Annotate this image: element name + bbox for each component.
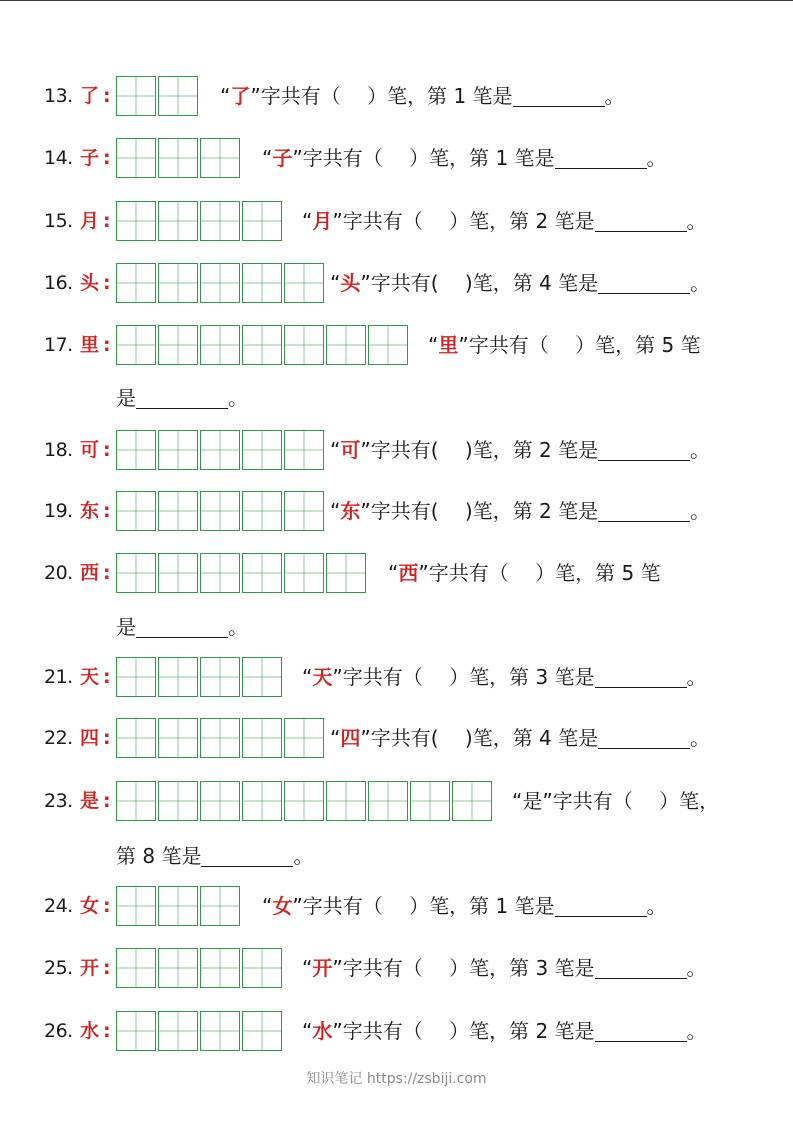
period: 。 bbox=[690, 499, 711, 523]
question-number: 16. bbox=[44, 272, 73, 294]
tianzige-cell[interactable] bbox=[242, 430, 282, 470]
tianzige-cell[interactable] bbox=[326, 325, 366, 365]
target-character: 头 bbox=[80, 272, 100, 294]
quoted-character: 女 bbox=[272, 894, 293, 918]
question-row bbox=[0, 886, 793, 926]
writing-grid bbox=[116, 1011, 284, 1051]
answer-blank[interactable] bbox=[555, 144, 647, 169]
quoted-character: 西 bbox=[398, 561, 419, 585]
question-number: 24. bbox=[44, 895, 73, 917]
question-body: ”字共有（ ）笔，第 5 笔 bbox=[458, 333, 701, 357]
question-number: 19. bbox=[44, 500, 73, 522]
question-continuation bbox=[116, 378, 248, 418]
writing-grid bbox=[116, 263, 326, 303]
tianzige-cell[interactable] bbox=[158, 201, 198, 241]
period: 。 bbox=[686, 1019, 707, 1043]
answer-blank[interactable] bbox=[513, 82, 605, 107]
tianzige-cell[interactable] bbox=[242, 201, 282, 241]
writing-grid bbox=[116, 553, 368, 593]
tianzige-cell[interactable] bbox=[242, 491, 282, 531]
target-character: 月 bbox=[80, 210, 100, 232]
tianzige-cell[interactable] bbox=[284, 263, 324, 303]
question-text bbox=[330, 491, 710, 531]
question-body: ”字共有（ ）笔，第 1 笔是 bbox=[292, 146, 555, 170]
period: 。 bbox=[646, 894, 667, 918]
tianzige-cell[interactable] bbox=[116, 201, 156, 241]
colon: : bbox=[103, 272, 111, 294]
tianzige-cell[interactable] bbox=[116, 781, 156, 821]
target-character: 水 bbox=[80, 1020, 100, 1042]
question-body: ”字共有（ ）笔，第 2 笔是 bbox=[332, 1019, 595, 1043]
writing-grid bbox=[116, 718, 326, 758]
tianzige-cell[interactable] bbox=[242, 781, 282, 821]
continuation-text: 是 bbox=[116, 386, 136, 410]
tianzige-cell[interactable] bbox=[284, 553, 324, 593]
question-row bbox=[0, 430, 793, 470]
tianzige-cell[interactable] bbox=[116, 886, 156, 926]
target-character: 是 bbox=[80, 790, 100, 812]
question-number: 26. bbox=[44, 1020, 73, 1042]
question-number: 22. bbox=[44, 727, 73, 749]
tianzige-cell[interactable] bbox=[158, 948, 198, 988]
tianzige-cell[interactable] bbox=[242, 325, 282, 365]
quoted-character: 东 bbox=[340, 499, 361, 523]
question-text bbox=[302, 1011, 707, 1051]
question-number: 20. bbox=[44, 562, 73, 584]
tianzige-cell[interactable] bbox=[200, 1011, 240, 1051]
writing-grid bbox=[116, 430, 326, 470]
period: 。 bbox=[604, 84, 625, 108]
question-number: 14. bbox=[44, 147, 73, 169]
tianzige-cell[interactable] bbox=[116, 657, 156, 697]
question-row bbox=[0, 948, 793, 988]
question-text bbox=[302, 657, 707, 697]
question-text bbox=[220, 76, 625, 116]
period: 。 bbox=[686, 956, 707, 980]
tianzige-cell[interactable] bbox=[116, 325, 156, 365]
tianzige-cell[interactable] bbox=[158, 491, 198, 531]
period: 。 bbox=[690, 726, 711, 750]
tianzige-cell[interactable] bbox=[200, 718, 240, 758]
answer-blank[interactable] bbox=[595, 663, 687, 688]
open-quote: “ bbox=[330, 499, 341, 523]
question-text bbox=[388, 553, 661, 593]
tianzige-cell[interactable] bbox=[116, 1011, 156, 1051]
target-character: 了 bbox=[80, 85, 100, 107]
question-row bbox=[0, 491, 793, 531]
tianzige-cell[interactable] bbox=[242, 1011, 282, 1051]
period: 。 bbox=[690, 271, 711, 295]
answer-blank[interactable] bbox=[136, 613, 228, 638]
tianzige-cell[interactable] bbox=[326, 553, 366, 593]
period: 。 bbox=[646, 146, 667, 170]
target-character: 可 bbox=[80, 439, 100, 461]
open-quote: “ bbox=[262, 894, 273, 918]
open-quote: “ bbox=[302, 1019, 313, 1043]
question-text bbox=[262, 138, 667, 178]
open-quote: “ bbox=[388, 561, 399, 585]
tianzige-cell[interactable] bbox=[158, 718, 198, 758]
tianzige-cell[interactable] bbox=[158, 138, 198, 178]
question-number: 17. bbox=[44, 334, 73, 356]
tianzige-cell[interactable] bbox=[284, 781, 324, 821]
question-continuation bbox=[116, 607, 248, 647]
question-number: 13. bbox=[44, 85, 73, 107]
question-row bbox=[0, 1011, 793, 1051]
writing-grid bbox=[116, 201, 284, 241]
tianzige-cell[interactable] bbox=[200, 263, 240, 303]
tianzige-cell[interactable] bbox=[116, 948, 156, 988]
colon: : bbox=[103, 1020, 111, 1042]
tianzige-cell[interactable] bbox=[158, 657, 198, 697]
question-body: ”字共有（ ）笔，第 5 笔 bbox=[418, 561, 661, 585]
open-quote: “ bbox=[512, 789, 523, 813]
question-text bbox=[302, 201, 707, 241]
open-quote: “ bbox=[220, 84, 231, 108]
tianzige-cell[interactable] bbox=[284, 430, 324, 470]
tianzige-cell[interactable] bbox=[158, 1011, 198, 1051]
tianzige-cell[interactable] bbox=[116, 553, 156, 593]
writing-grid bbox=[116, 325, 410, 365]
quoted-character: 头 bbox=[340, 271, 361, 295]
question-row bbox=[0, 263, 793, 303]
tianzige-cell[interactable] bbox=[368, 325, 408, 365]
question-continuation bbox=[116, 836, 313, 876]
question-text bbox=[512, 781, 719, 821]
writing-grid bbox=[116, 138, 242, 178]
question-row bbox=[0, 553, 793, 593]
tianzige-cell[interactable] bbox=[200, 138, 240, 178]
colon: : bbox=[103, 210, 111, 232]
answer-blank[interactable] bbox=[595, 954, 687, 979]
answer-blank[interactable] bbox=[136, 384, 228, 409]
tianzige-cell[interactable] bbox=[200, 948, 240, 988]
question-number: 15. bbox=[44, 210, 73, 232]
tianzige-cell[interactable] bbox=[242, 553, 282, 593]
tianzige-cell[interactable] bbox=[200, 325, 240, 365]
tianzige-cell[interactable] bbox=[200, 657, 240, 697]
tianzige-cell[interactable] bbox=[200, 781, 240, 821]
question-row bbox=[0, 325, 793, 365]
colon: : bbox=[103, 334, 111, 356]
target-character: 女 bbox=[80, 895, 100, 917]
question-row bbox=[0, 138, 793, 178]
quoted-character: 可 bbox=[340, 438, 361, 462]
writing-grid bbox=[116, 491, 326, 531]
top-rule bbox=[0, 0, 793, 1]
period: 。 bbox=[228, 615, 248, 639]
tianzige-cell[interactable] bbox=[158, 76, 198, 116]
answer-blank[interactable] bbox=[595, 1017, 687, 1042]
period: 。 bbox=[686, 209, 707, 233]
tianzige-cell[interactable] bbox=[242, 263, 282, 303]
open-quote: “ bbox=[302, 209, 313, 233]
target-character: 子 bbox=[80, 147, 100, 169]
question-body: ”字共有( )笔，第 4 笔是 bbox=[360, 726, 599, 750]
period: 。 bbox=[228, 386, 248, 410]
question-row bbox=[0, 76, 793, 116]
tianzige-cell[interactable] bbox=[368, 781, 408, 821]
question-number: 21. bbox=[44, 666, 73, 688]
tianzige-cell[interactable] bbox=[284, 718, 324, 758]
tianzige-cell[interactable] bbox=[242, 948, 282, 988]
quoted-character: 里 bbox=[438, 333, 459, 357]
quoted-character: 了 bbox=[230, 84, 251, 108]
open-quote: “ bbox=[330, 726, 341, 750]
question-row bbox=[0, 718, 793, 758]
tianzige-cell[interactable] bbox=[158, 325, 198, 365]
answer-blank[interactable] bbox=[555, 892, 647, 917]
question-text bbox=[330, 430, 710, 470]
question-body: ”字共有( )笔，第 2 笔是 bbox=[360, 438, 599, 462]
question-body: ”字共有( )笔，第 2 笔是 bbox=[360, 499, 599, 523]
question-number: 23. bbox=[44, 790, 73, 812]
target-character: 开 bbox=[80, 957, 100, 979]
colon: : bbox=[103, 666, 111, 688]
quoted-character: 子 bbox=[272, 146, 293, 170]
question-body: ”字共有（ ）笔，第 2 笔是 bbox=[332, 209, 595, 233]
question-number: 18. bbox=[44, 439, 73, 461]
tianzige-cell[interactable] bbox=[200, 201, 240, 241]
quoted-character: 开 bbox=[312, 956, 333, 980]
period: 。 bbox=[690, 438, 711, 462]
question-body: ”字共有（ ）笔，第 1 笔是 bbox=[250, 84, 513, 108]
tianzige-cell[interactable] bbox=[116, 263, 156, 303]
colon: : bbox=[103, 562, 111, 584]
colon: : bbox=[103, 895, 111, 917]
answer-blank[interactable] bbox=[201, 842, 293, 867]
answer-blank[interactable] bbox=[598, 269, 690, 294]
quoted-character: 水 bbox=[312, 1019, 333, 1043]
open-quote: “ bbox=[330, 271, 341, 295]
target-character: 四 bbox=[80, 727, 100, 749]
open-quote: “ bbox=[262, 146, 273, 170]
tianzige-cell[interactable] bbox=[116, 138, 156, 178]
tianzige-cell[interactable] bbox=[116, 491, 156, 531]
target-character: 西 bbox=[80, 562, 100, 584]
answer-blank[interactable] bbox=[598, 436, 690, 461]
question-text bbox=[302, 948, 707, 988]
quoted-character: 月 bbox=[312, 209, 333, 233]
tianzige-cell[interactable] bbox=[200, 430, 240, 470]
target-character: 东 bbox=[80, 500, 100, 522]
tianzige-cell[interactable] bbox=[452, 781, 492, 821]
question-body: ”字共有（ ）笔，第 1 笔是 bbox=[292, 894, 555, 918]
tianzige-cell[interactable] bbox=[242, 657, 282, 697]
tianzige-cell[interactable] bbox=[116, 430, 156, 470]
question-number: 25. bbox=[44, 957, 73, 979]
question-row bbox=[0, 201, 793, 241]
colon: : bbox=[103, 957, 111, 979]
tianzige-cell[interactable] bbox=[158, 430, 198, 470]
tianzige-cell[interactable] bbox=[116, 76, 156, 116]
tianzige-cell[interactable] bbox=[326, 781, 366, 821]
answer-blank[interactable] bbox=[598, 497, 690, 522]
tianzige-cell[interactable] bbox=[200, 553, 240, 593]
question-text bbox=[428, 325, 701, 365]
tianzige-cell[interactable] bbox=[200, 491, 240, 531]
question-text bbox=[262, 886, 667, 926]
continuation-text: 第 8 笔是 bbox=[116, 844, 202, 868]
writing-grid bbox=[116, 76, 200, 116]
tianzige-cell[interactable] bbox=[158, 263, 198, 303]
answer-blank[interactable] bbox=[595, 207, 687, 232]
footer-watermark: 知识笔记 https://zsbiji.com bbox=[306, 1071, 487, 1087]
target-character: 里 bbox=[80, 334, 100, 356]
open-quote: “ bbox=[330, 438, 341, 462]
tianzige-cell[interactable] bbox=[242, 718, 282, 758]
period: 。 bbox=[293, 844, 314, 868]
tianzige-cell[interactable] bbox=[200, 886, 240, 926]
colon: : bbox=[103, 500, 111, 522]
open-quote: “ bbox=[302, 665, 313, 689]
question-body: ”字共有（ ）笔，第 3 笔是 bbox=[332, 665, 595, 689]
target-character: 天 bbox=[80, 666, 100, 688]
question-row bbox=[0, 781, 793, 821]
writing-grid bbox=[116, 948, 284, 988]
question-body: ”字共有（ ）笔，第 3 笔是 bbox=[332, 956, 595, 980]
period: 。 bbox=[686, 665, 707, 689]
colon: : bbox=[103, 790, 111, 812]
colon: : bbox=[103, 439, 111, 461]
tianzige-cell[interactable] bbox=[284, 325, 324, 365]
writing-grid bbox=[116, 657, 284, 697]
tianzige-cell[interactable] bbox=[158, 553, 198, 593]
open-quote: “ bbox=[302, 956, 313, 980]
tianzige-cell[interactable] bbox=[284, 491, 324, 531]
writing-grid bbox=[116, 886, 242, 926]
writing-grid bbox=[116, 781, 494, 821]
question-text bbox=[330, 263, 710, 303]
tianzige-cell[interactable] bbox=[158, 781, 198, 821]
question-body: 是”字共有（ ）笔， bbox=[522, 789, 720, 813]
colon: : bbox=[103, 85, 111, 107]
question-row bbox=[0, 657, 793, 697]
colon: : bbox=[103, 727, 111, 749]
tianzige-cell[interactable] bbox=[116, 718, 156, 758]
open-quote: “ bbox=[428, 333, 439, 357]
tianzige-cell[interactable] bbox=[410, 781, 450, 821]
quoted-character: 四 bbox=[340, 726, 361, 750]
quoted-character: 天 bbox=[312, 665, 333, 689]
answer-blank[interactable] bbox=[598, 724, 690, 749]
question-text bbox=[330, 718, 710, 758]
colon: : bbox=[103, 147, 111, 169]
question-body: ”字共有( )笔，第 4 笔是 bbox=[360, 271, 599, 295]
tianzige-cell[interactable] bbox=[158, 886, 198, 926]
continuation-text: 是 bbox=[116, 615, 136, 639]
